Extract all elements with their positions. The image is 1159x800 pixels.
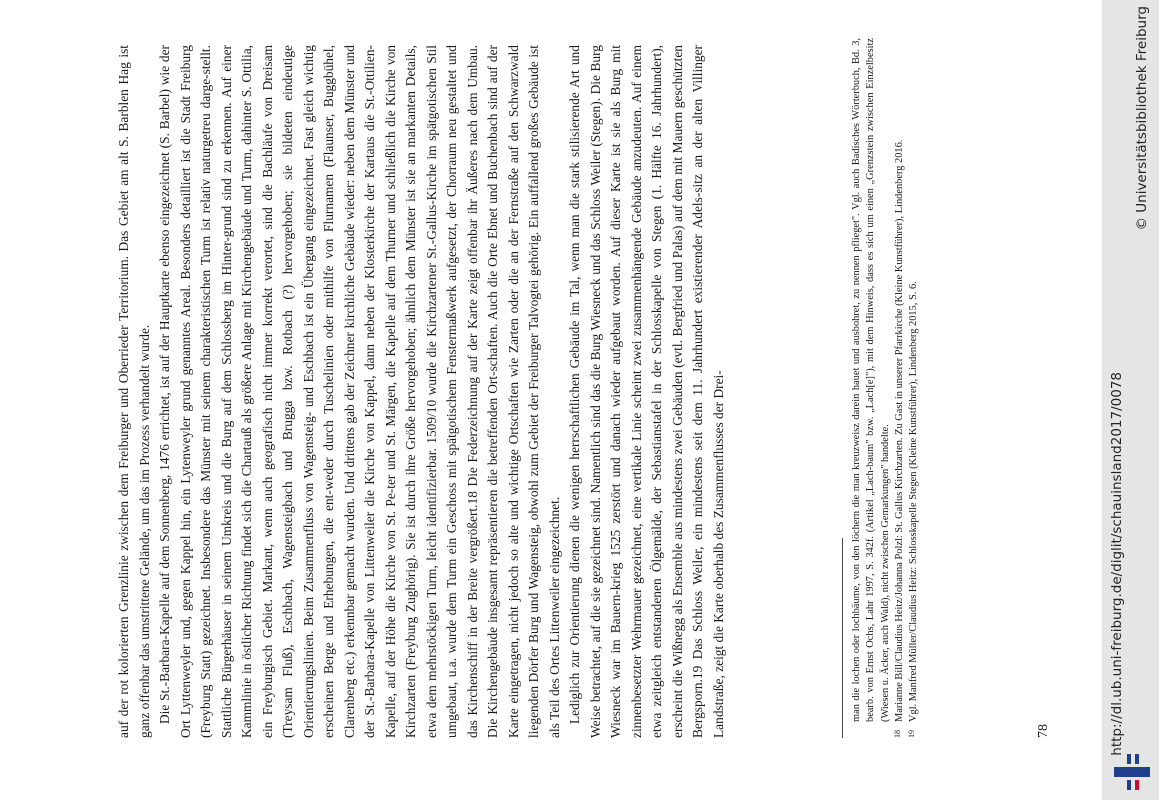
paragraph: auf der rot kolorierten Grenzlinie zwischen dem Freiburger und Oberrieder Territorium. Das Gebiet am alt S. Barblen Hag ist ganz offenbar das umstrittene Gelände, um das im Prozess verhandelt wurde. — [116, 45, 152, 738]
footnote — [907, 38, 921, 738]
ub-freiburg-logo-icon — [1112, 752, 1152, 792]
footnote-separator — [842, 538, 843, 738]
footnotes — [850, 38, 921, 738]
source-url[interactable]: http://dl.ub.uni-freiburg.de/diglit/schauinsland2017/0078 — [1109, 372, 1125, 756]
footnote-continuation: man die lochen oder lochbäume, von den löchern die man kreuzweisz darein hauet und ausbohret, zu nennen pflieget". Vgl. auch Badisches Wörterbuch, Bd. 3, bearb. von Ernst Ochs, Lahr 1997, S. 342f. (Artikel „Lach-baum" bzw. „Lach[e]"), mit dem Hinweis, dass es sich um einen „Grenzstein zwischen Einzelbesitz (Wiesen u. Äcker, auch Wald), nicht zwischen Gemarkungen" handelte. — [851, 38, 891, 722]
footnote-number: 19 — [907, 730, 917, 738]
footnote-text: Vgl. Manfred Müller/Claudius Heitz: Schlosskapelle Stegen (Kleine Kunstführer), Lindenberg 2015, S. 6. — [908, 281, 920, 722]
footnote — [893, 38, 907, 738]
footnote-text: Marianne Bill/Claudius Heitz/Johanna Polzl: St. Gallus Kirchzarten. Zu Gast in unserer Pfarrkirche (Kleine Kunstführer), Lindenberg 2016. — [893, 139, 905, 722]
body-text — [114, 45, 729, 738]
copyright-notice: © Universitätsbibliothek Freiburg — [1134, 6, 1150, 231]
page-number: 78 — [1036, 724, 1051, 738]
library-sidebar — [1102, 0, 1159, 800]
footnote-number: 18 — [892, 730, 902, 738]
paragraph: Lediglich zur Orientierung dienen die wenigen herrschaftlichen Gebäude im Tal, wenn man die stark stilisierende Art und Weise betrachtet, auf die sie gezeichnet sind. Namentlich sind das die Burg Wiesneck und das Schloss Weiler (Stegen). Die Burg Wiesneck war im Bauern-krieg 1525 zerstört und danach wieder aufgebaut worden. Auf dieser Karte ist sie als Burg mit zinnenbesetzter Wehrmauer gezeichnet, eine vertikale Linie scheint zwei zusammenhängende Gebäude anzudeuten. Auf einem etwa zeitgleich entstandenen Ölgemälde, der Sebastianstafel in der Schlosskapelle von Stegen (1. Hälfte 16. Jahrhundert), erscheint die Wißnegg als Ensemble aus mindestens zwei Gebäuden (evtl. Bergfried und Palas) auf dem mit Mauern geschützten Bergsporn.19 Das Schloss Weiler, ein mindestens seit dem 11. Jahrhundert existierender Adels-sitz an der alten Villinger Landstraße, zeigt die Karte oberhalb des Zusammenflusses der Drei- — [567, 45, 726, 738]
paragraph: Die St.-Barbara-Kapelle auf dem Sonnenberg, 1476 errichtet, ist auf der Hauptkarte ebenso eingezeichnet (S. Barbel) wie der Ort Lyttenweyler und, gegen Kappel hin, ein Lytenweyler grund genanntes Areal. Besonders detailliert ist die Stadt Freiburg (Freyburg Statt) gezeichnet. Insbesondere das Münster mit seinem charakteristischen Turm ist relativ naturgetreu darge-stellt. Stattliche Bürgerhäuser in seinem Umkreis und die Burg auf dem Schlossberg im Hinter-grund sind zu erkennen. Auf einer Kammlinie in östlicher Richtung findet sich die Chartauß als größere Anlage mit Kirchengebäude und Turm, dahinter S. Ottilia, ein Freyburgisch Gebiet. Markant, wenn auch geografisch nicht immer korrekt verortet, sind die Bachläufe von Dreisam (Treysam Fluß), Eschbach, Wagensteigbach und Brugga bzw. Rotbach (?) hervorgehoben; sie bildeten eindeutige Orientierungslinien. Beim Zusammenfluss von Wagensteig- und Eschbach ist ein Übergang eingezeichnet. Fast gleich wichtig erscheinen Berge und Erhebungen, die ent-weder durch Tuschelinien oder mithilfe von Flurnamen (Flaunser, Buggbühel, Clarenberg etc.) erkennbar gemacht wurden. Und drittens gab der Zeichner kirchliche Gebäude wieder: neben dem Münster und der St.-Barbara-Kapelle von Littenweiler die Kirche von Kappel, dann neben der Klosterkirche der Kartaus die St.-Ottilien-Kapelle, auf der Höhe die Kirche von St. Pe-ter und St. Märgen, die Kapelle auf dem Thurner und schließlich die Kirche von Kirchzarten (Freyburg Zughörig). Sie ist durch ihre Größe hervorgehoben; ähnlich dem Münster ist sie an markanten Details, etwa dem mehrstöckigen Turm, leicht identifizierbar. 1509/10 wurde die Kirchzartener St.-Gallus-Kirche im spätgotischen Stil umgebaut, u.a. wurde dem Turm ein Geschoss mit spätgotischem Fenstermaßwerk aufgesetzt, der Chorraum neu gestaltet und das Kirchenschiff in der Breite vergrößert.18 Die Federzeichnung auf der Karte zeigt offenbar ihr Äußeres nach dem Umbau. Die Kirchengebäude insgesamt repräsentieren die betreffenden Ort-schaften. Auch die Orte Ebnet und Buchenbach sind auf der Karte eingetragen, nicht jedoch so alte und wichtige Ortschaften wie Zarten oder die an der Fernstraße auf den Schwarzwald liegenden Dörfer Burg und Wagensteig, obwohl zum Gebiet der Freiburger Talvogtei gehörig. Ein auffallend großes Gebäude ist als Teil des Ortes Littenweiler eingezeichnet. — [157, 45, 562, 738]
